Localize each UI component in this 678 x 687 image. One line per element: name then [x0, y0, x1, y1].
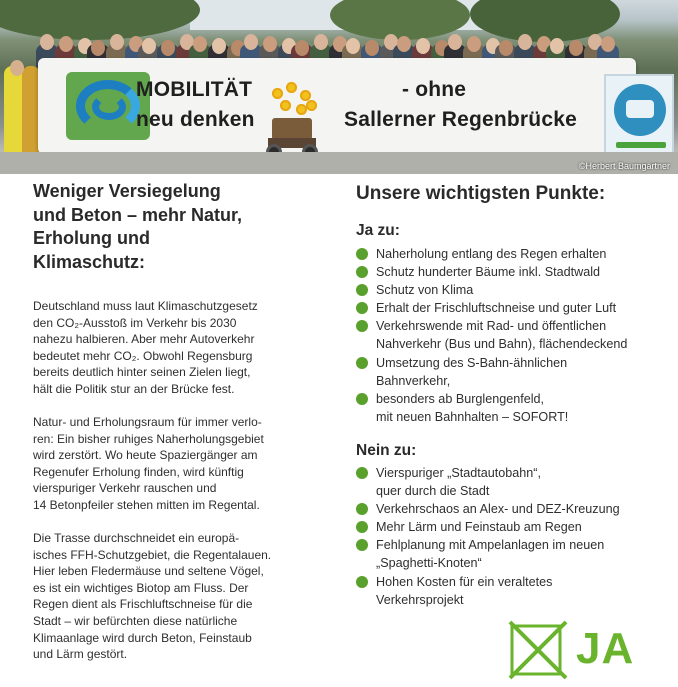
crowd-head	[59, 36, 73, 52]
protest-banner	[38, 58, 636, 154]
banner-line-2: neu denken	[136, 108, 255, 131]
crowd-head	[365, 40, 379, 56]
list-item	[356, 518, 674, 536]
paragraph-recreation	[33, 414, 308, 514]
crowd-head	[601, 36, 615, 52]
item-text: Schutz von Klima	[376, 283, 474, 298]
crowd-head	[314, 34, 328, 50]
list-item	[356, 317, 674, 353]
text-line: Stadt – wir befürchten diese natürliche	[33, 613, 238, 628]
item-text: Vierspuriger „Stadtautobahn“,	[376, 466, 541, 480]
text-line: hält die Politik stur an der Brücke fest.	[33, 381, 235, 396]
item-text: Hohen Kosten für ein veraltetes	[376, 574, 553, 589]
ground	[0, 152, 678, 174]
crowd-head	[550, 38, 564, 54]
item-text: besonders ab Burglengenfeld,	[376, 391, 545, 406]
heading-line: und Beton – mehr Natur,	[33, 204, 243, 225]
crowd-head	[416, 38, 430, 54]
banner-right-2: Sallerner Regenbrücke	[344, 108, 577, 131]
crowd-head	[212, 38, 226, 54]
text-line: den CO₂-Ausstoß im Verkehr bis 2030	[33, 315, 237, 330]
left-heading	[33, 180, 303, 274]
item-text: Fehlplanung mit Ampelanlagen im neuen	[376, 538, 605, 553]
crowd-head	[518, 34, 532, 50]
text-line: ren: Ein bisher ruhiges Naherholungsgebiet	[33, 431, 264, 446]
bullet-dot-icon	[356, 320, 368, 332]
text-line: isches FFH-Schutzgebiet, die Regentalauen.	[33, 547, 272, 562]
bullet-dot-icon	[356, 467, 368, 479]
crowd-head	[244, 34, 258, 50]
crowd-head	[346, 38, 360, 54]
bullet-dot-icon	[356, 266, 368, 278]
item-text: Bahnverkehr,	[376, 373, 451, 388]
text-line: Deutschland muss laut Klimaschutzgesetz	[33, 299, 258, 313]
crowd-head	[295, 40, 309, 56]
item-text: Naherholung entlang des Regen erhalten	[376, 247, 607, 261]
paragraph-habitat	[33, 530, 308, 663]
bullet-dot-icon	[356, 302, 368, 314]
bullet-dot-icon	[356, 539, 368, 551]
crowd-head	[142, 38, 156, 54]
item-text: Mehr Lärm und Feinstaub am Regen	[376, 520, 582, 535]
text-line: wird zerstört. Wo heute Spaziergänger am	[33, 448, 258, 463]
banner-right-1: - ohne	[402, 78, 467, 101]
list-item	[356, 390, 674, 426]
text-line: nahezu halbieren. Aber mehr Autoverkehr	[33, 332, 255, 347]
seal-icon	[614, 84, 666, 136]
bullet-dot-icon	[356, 284, 368, 296]
text-line: Regen dient als Frischluftschneise für die	[33, 597, 253, 612]
list-item	[356, 573, 674, 609]
paragraph-climate	[33, 298, 308, 398]
ja-vote-label: JA	[576, 624, 635, 673]
text-line: vierspuriger Verkehr rauschen und	[33, 481, 217, 496]
crowd-head	[193, 36, 207, 52]
list-item	[356, 263, 674, 281]
text-line: Regenufer Erholung finden, wird künftig	[33, 464, 244, 479]
side-sign	[604, 74, 674, 162]
ja-label: Ja zu:	[356, 222, 400, 239]
crowd-head	[263, 36, 277, 52]
text-line: und Lärm gestört.	[33, 647, 128, 662]
crowd-head	[448, 34, 462, 50]
crowd-head	[467, 36, 481, 52]
item-text: mit neuen Bahnhalten – SOFORT!	[376, 409, 569, 424]
flower-pot	[272, 118, 312, 140]
crowd-head	[499, 40, 513, 56]
banner-line-1: MOBILITÄT	[136, 78, 253, 101]
bullet-dot-icon	[356, 248, 368, 260]
header-photo	[0, 0, 678, 174]
crowd-head	[91, 40, 105, 56]
crowd-head	[569, 40, 583, 56]
text-line: Hier leben Fledermäuse und seltene Vögel,	[33, 564, 264, 579]
item-text: Verkehrsprojekt	[376, 592, 464, 607]
person	[10, 60, 24, 76]
text-line: 14 Betonpfeiler stehen mitten im Regental.	[33, 497, 260, 512]
text-line: Die Trasse durchschneidet ein europä-	[33, 531, 240, 545]
crowd-head	[40, 34, 54, 50]
item-text: Schutz hunderter Bäume inkl. Stadtwald	[376, 265, 601, 280]
list-item	[356, 500, 674, 518]
item-text: Erhalt der Frischluftschneise und guter Luft	[376, 301, 617, 316]
crowd-head	[110, 34, 124, 50]
ballot-cross-icon	[508, 620, 568, 680]
text-line: bereits deutlich hinter seinen Zielen liegt,	[33, 365, 251, 380]
item-text: Nahverkehr (Bus und Bahn), flächendeckend	[376, 337, 628, 352]
crowd-head	[161, 40, 175, 56]
greenpeace-strip	[616, 142, 666, 148]
heading-line: Klimaschutz:	[33, 251, 146, 272]
photo-credit: ©Herbert Baumgärtner	[578, 161, 670, 171]
item-text: Verkehrschaos an Alex- und DEZ-Kreuzung	[376, 502, 620, 517]
bullet-dot-icon	[356, 521, 368, 533]
list-item	[356, 299, 674, 317]
bullet-dot-icon	[356, 393, 368, 405]
item-text: „Spaghetti-Knoten“	[376, 556, 482, 571]
text-line: es ist ein wichtiges Biotop am Fluss. Der	[33, 580, 249, 595]
list-item	[356, 536, 674, 572]
list-item	[356, 245, 674, 263]
nein-list	[356, 464, 674, 609]
item-text: quer durch die Stadt	[376, 484, 490, 499]
list-item	[356, 354, 674, 390]
heading-line: Weniger Versiegelung	[33, 181, 221, 201]
bullet-dot-icon	[356, 576, 368, 588]
bullet-dot-icon	[356, 357, 368, 369]
ja-list	[356, 245, 674, 426]
text-line: Klimaanlage wird durch Beton, Feinstaub	[33, 630, 252, 645]
item-text: Umsetzung des S-Bahn-ähnlichen	[376, 355, 568, 370]
heading-line: Erholung und	[33, 228, 150, 248]
person	[4, 66, 24, 152]
right-heading: Unsere wichtigsten Punkte:	[356, 183, 606, 204]
item-text: Verkehrswende mit Rad- und öffentlichen	[376, 319, 607, 334]
bullet-dot-icon	[356, 503, 368, 515]
nein-label: Nein zu:	[356, 442, 417, 459]
text-line: bedeutet mehr CO₂. Obwohl Regensburg	[33, 348, 253, 363]
list-item	[356, 464, 674, 500]
list-item	[356, 281, 674, 299]
text-line: Natur- und Erholungsraum für immer verlo-	[33, 415, 262, 429]
crowd-head	[397, 36, 411, 52]
